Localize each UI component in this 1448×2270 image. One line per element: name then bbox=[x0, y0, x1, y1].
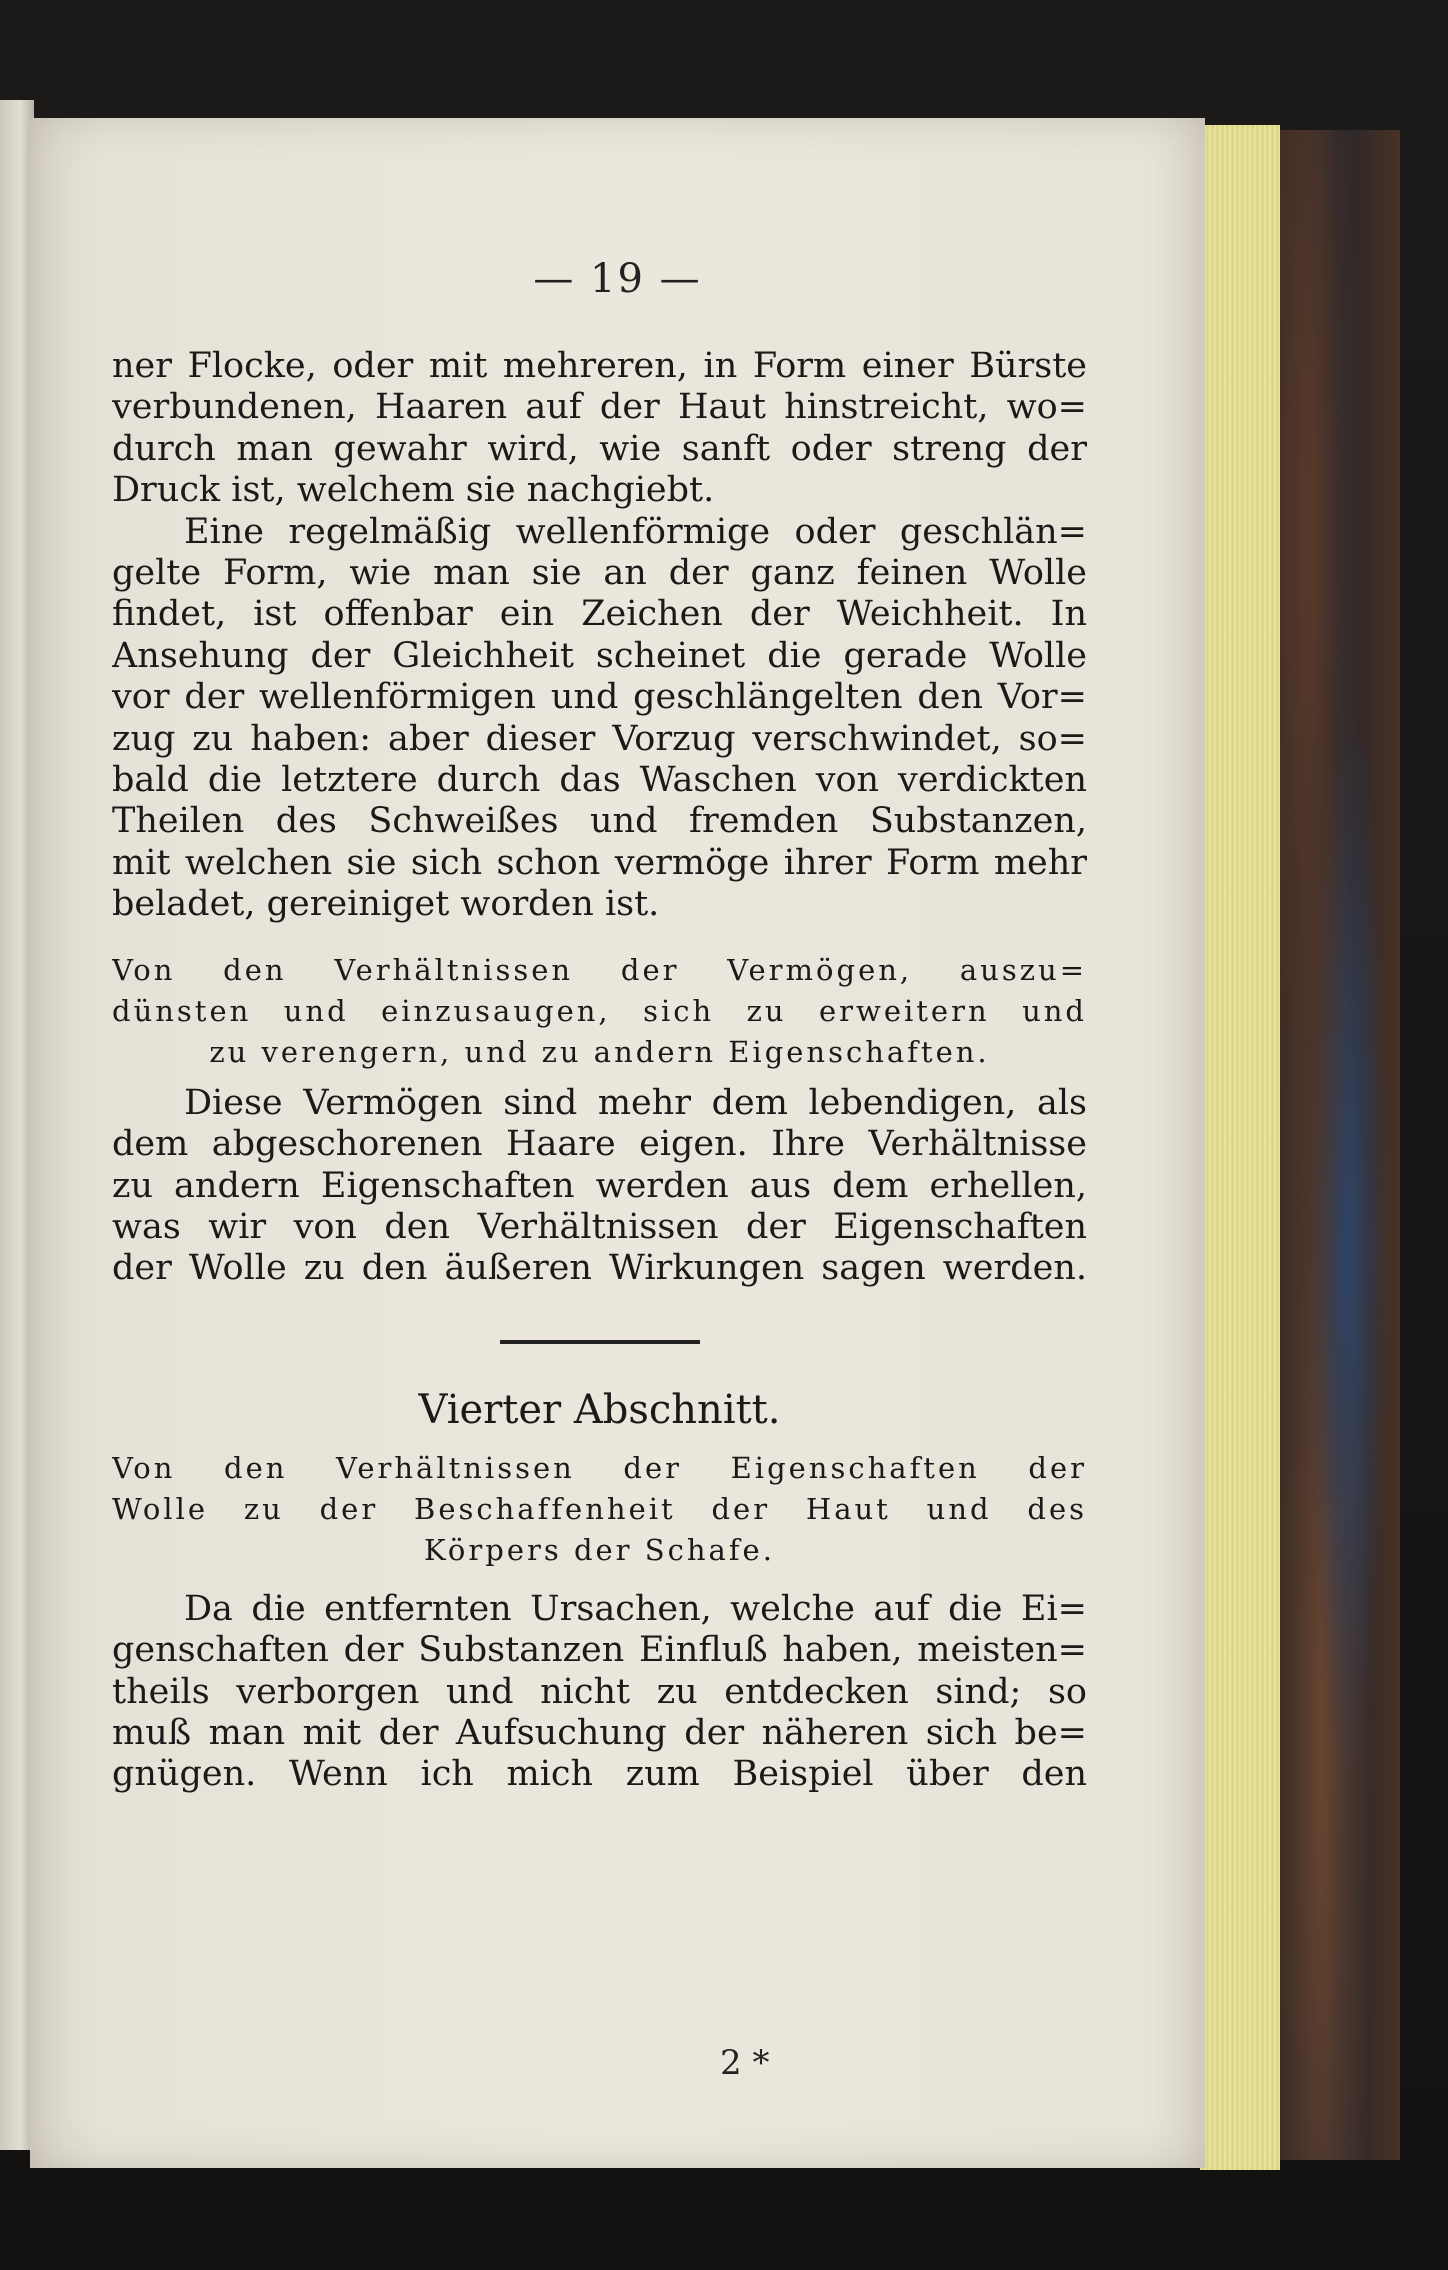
text-line: Theilen des Schweißes und fremden Substanzen, bbox=[112, 801, 1087, 842]
paragraph-4 bbox=[112, 1589, 1087, 1796]
text-line: dem abgeschorenen Haare eigen. Ihre Verhältnisse bbox=[112, 1124, 1087, 1165]
subheading-line: dünsten und einzusaugen, sich zu erweitern und bbox=[112, 993, 1087, 1028]
paragraph-3 bbox=[112, 1083, 1087, 1290]
text-line: genschaften der Substanzen Einfluß haben, meisten= bbox=[112, 1630, 1087, 1671]
text-line: Diese Vermögen sind mehr dem lebendigen, als bbox=[184, 1082, 1087, 1123]
text-line: der Wolle zu den äußeren Wirkungen sagen werden. bbox=[112, 1248, 1087, 1289]
section-title: Vierter Abschnitt. bbox=[418, 1386, 781, 1433]
subheading-line: zu verengern, und zu andern Eigenschaften. bbox=[209, 1034, 990, 1069]
text-line: muß man mit der Aufsuchung der näheren sich be= bbox=[112, 1712, 1087, 1753]
page-number: — 19 — bbox=[533, 256, 702, 302]
page-block-edge bbox=[1200, 125, 1280, 2170]
text-line: Da die entfernten Ursachen, welche auf die Ei= bbox=[184, 1588, 1087, 1629]
signature-mark: 2 * bbox=[720, 2043, 770, 2083]
paragraph-2 bbox=[112, 512, 1087, 926]
text-line: Eine regelmäßig wellenförmige oder geschlän= bbox=[184, 511, 1087, 552]
book-page bbox=[30, 118, 1205, 2168]
text-line: durch man gewahr wird, wie sanft oder streng der bbox=[112, 428, 1087, 469]
text-line: mit welchen sie sich schon vermöge ihrer Form mehr bbox=[112, 842, 1087, 883]
book-cover bbox=[1270, 130, 1400, 2160]
left-page-edge bbox=[0, 100, 34, 2150]
text-line: Ansehung der Gleichheit scheinet die gerade Wolle bbox=[112, 635, 1087, 676]
text-line: vor der wellenförmigen und geschlängelten den Vor= bbox=[112, 677, 1087, 718]
text-line: gelte Form, wie man sie an der ganz feinen Wolle bbox=[112, 553, 1087, 594]
text-block bbox=[112, 346, 1087, 1796]
text-line: zug zu haben: aber dieser Vorzug verschwindet, so= bbox=[112, 718, 1087, 759]
paragraph-1 bbox=[112, 346, 1087, 512]
text-line: beladet, gereiniget worden ist. bbox=[112, 884, 660, 925]
text-line: gnügen. Wenn ich mich zum Beispiel über den bbox=[112, 1754, 1087, 1795]
subtitle-line: Wolle zu der Beschaffenheit der Haut und des bbox=[112, 1491, 1087, 1526]
text-line: ner Flocke, oder mit mehreren, in Form einer Bürste bbox=[112, 346, 1087, 386]
text-line: theils verborgen und nicht zu entdecken sind; so bbox=[112, 1671, 1087, 1712]
subtitle-line: Von den Verhältnissen der Eigenschaften der bbox=[112, 1450, 1087, 1485]
section-divider bbox=[500, 1340, 700, 1344]
subheading-vermoegen bbox=[112, 950, 1087, 1073]
text-line: verbundenen, Haaren auf der Haut hinstreicht, wo= bbox=[112, 387, 1087, 428]
section-subtitle bbox=[112, 1448, 1087, 1571]
text-line: was wir von den Verhältnissen der Eigenschaften bbox=[112, 1206, 1087, 1247]
text-line: findet, ist offenbar ein Zeichen der Weichheit. In bbox=[112, 594, 1087, 635]
subheading-line: Von den Verhältnissen der Vermögen, auszu= bbox=[112, 952, 1087, 987]
text-line: bald die letztere durch das Waschen von verdickten bbox=[112, 760, 1087, 801]
text-line: zu andern Eigenschaften werden aus dem erhellen, bbox=[112, 1165, 1087, 1206]
text-line: Druck ist, welchem sie nachgiebt. bbox=[112, 470, 715, 511]
subtitle-line: Körpers der Schafe. bbox=[424, 1532, 775, 1567]
